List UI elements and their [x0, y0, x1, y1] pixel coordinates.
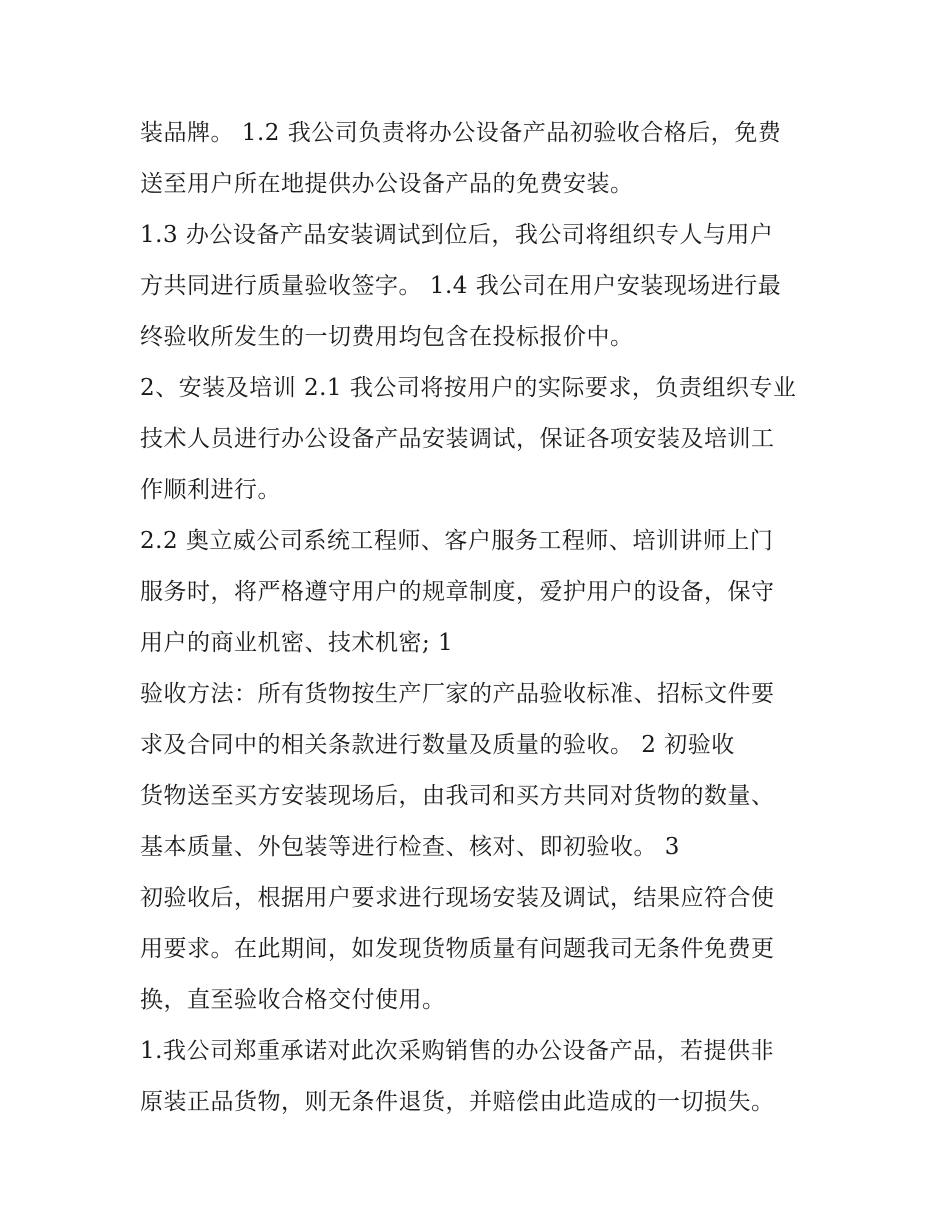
text-line: 1.3 办公设备产品安装调试到位后，我公司将组织专人与用户: [140, 222, 774, 248]
text-line: 服务时，将严格遵守用户的规章制度，爱护用户的设备，保守: [140, 579, 775, 605]
text-line: 2、安装及培训 2.1 我公司将按用户的实际要求，负责组织专业: [140, 375, 797, 401]
text-line: 验收方法：所有货物按生产厂家的产品验收标准、招标文件要: [140, 681, 775, 707]
text-line: 用户的商业机密、技术机密; 1: [140, 630, 454, 656]
text-line: 用要求。在此期间，如发现货物质量有问题我司无条件免费更: [140, 936, 775, 962]
text-line: 终验收所发生的一切费用均包含在投标报价中。: [140, 324, 634, 350]
document-body: [140, 108, 820, 1128]
text-line: 原装正品货物，则无条件退货，并赔偿由此造成的一切损失。: [140, 1089, 775, 1115]
text-line: 送至用户所在地提供办公设备产品的免费安装。: [140, 171, 634, 197]
text-line: 方共同进行质量验收签字。 1.4 我公司在用户安装现场进行最: [140, 273, 782, 299]
text-line: 作顺利进行。: [140, 477, 281, 503]
text-line: 技术人员进行办公设备产品安装调试，保证各项安装及培训工: [140, 426, 775, 452]
text-line: 1.我公司郑重承诺对此次采购销售的办公设备产品，若提供非: [140, 1038, 774, 1064]
text-line: 装品牌。 1.2 我公司负责将办公设备产品初验收合格后，免费: [140, 120, 782, 146]
text-line: 货物送至买方安装现场后，由我司和买方共同对货物的数量、: [140, 783, 775, 809]
text-line: 2.2 奥立威公司系统工程师、客户服务工程师、培训讲师上门: [140, 528, 774, 554]
text-line: 换，直至验收合格交付使用。: [140, 987, 446, 1013]
text-line: 求及合同中的相关条款进行数量及质量的验收。 2 初验收: [140, 732, 735, 758]
text-line: 基本质量、外包装等进行检查、核对、即初验收。 3: [140, 834, 680, 860]
text-line: 初验收后，根据用户要求进行现场安装及调试，结果应符合使: [140, 885, 775, 911]
